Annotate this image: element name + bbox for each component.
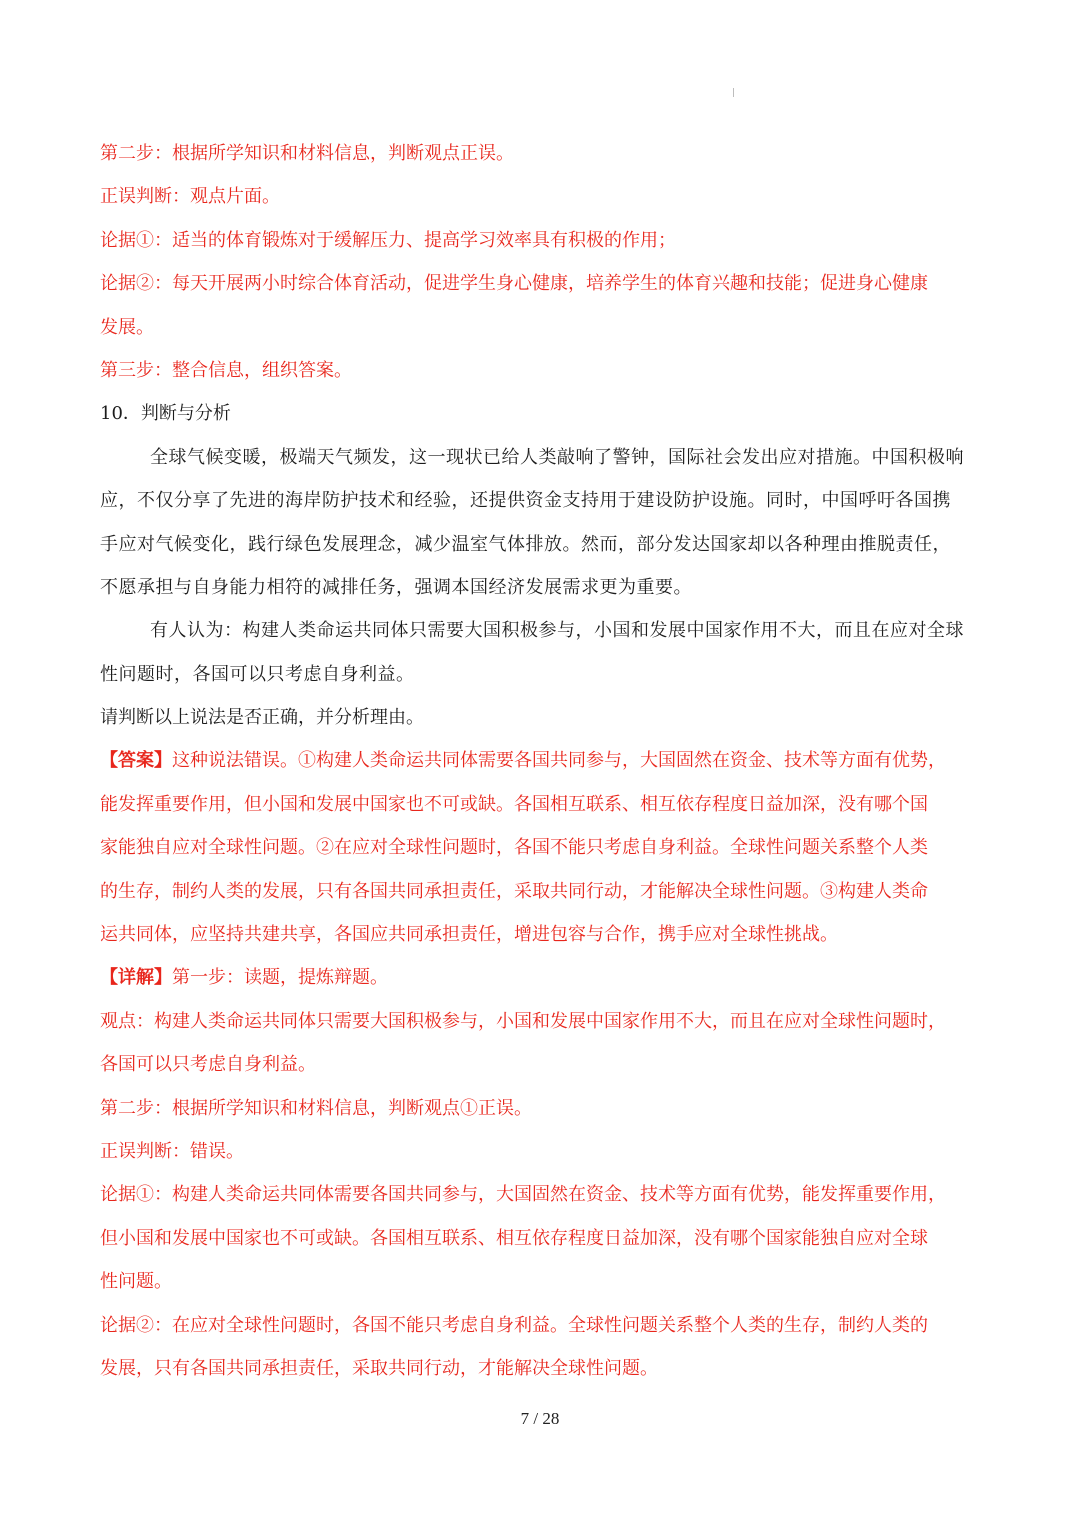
text-line	[100, 956, 985, 999]
text-line	[100, 913, 985, 956]
line-text: 应，不仅分享了先进的海岸防护技术和经验，还提供资金支持用于建设防护设施。同时，中国呼吁各国携	[100, 490, 951, 512]
line-text: 能发挥重要作用，但小国和发展中国家也不可或缺。各国相互联系、相互依存程度日益加深，没有哪个国	[100, 793, 928, 815]
section-tag: 【答案】	[100, 750, 172, 772]
line-text: 全球气候变暖，极端天气频发，这一现状已给人类敲响了警钟，国际社会发出应对措施。中国积极响	[150, 446, 964, 468]
text-line	[100, 306, 985, 349]
text-line	[100, 1000, 985, 1043]
text-line	[100, 826, 985, 869]
text-line	[100, 1347, 985, 1390]
text-line	[100, 1304, 985, 1347]
line-text: 运共同体，应坚持共建共享，各国应共同承担责任，增进包容与合作，携手应对全球性挑战。	[100, 924, 838, 946]
text-line	[100, 1130, 985, 1173]
text-line	[100, 262, 985, 305]
text-line	[100, 1217, 985, 1260]
line-text: 但小国和发展中国家也不可或缺。各国相互联系、相互依存程度日益加深，没有哪个国家能独自应对全球	[100, 1227, 928, 1249]
line-text: 第二步：根据所学知识和材料信息，判断观点正误。	[100, 143, 514, 164]
text-line	[100, 479, 985, 522]
text-line	[100, 132, 985, 175]
line-text: 发展，只有各国共同承担责任，采取共同行动，才能解决全球性问题。	[100, 1357, 658, 1379]
line-text: 论据①：适当的体育锻炼对于缓解压力、提高学习效率具有积极的作用；	[100, 229, 676, 251]
text-line	[100, 392, 985, 435]
line-text: 第二步：根据所学知识和材料信息，判断观点①正误。	[100, 1097, 532, 1119]
line-text: 性问题时，各国可以只考虑自身利益。	[100, 663, 415, 685]
line-text: 这种说法错误。①构建人类命运共同体需要各国共同参与，大国固然在资金、技术等方面有优势，	[172, 750, 946, 772]
line-text: 第一步：读题，提炼辩题。	[172, 967, 388, 989]
text-line	[100, 175, 985, 218]
page-content	[100, 132, 985, 1390]
line-text: 性问题。	[100, 1271, 172, 1293]
text-line	[100, 219, 985, 262]
line-text: 有人认为：构建人类命运共同体只需要大国积极参与，小国和发展中国家作用不大，而且在应对全球	[150, 620, 964, 642]
line-text: 第三步：整合信息，组织答案。	[100, 359, 352, 381]
text-line	[100, 349, 985, 392]
line-text: 论据②：每天开展两小时综合体育活动，促进学生身心健康，培养学生的体育兴趣和技能；促进身心健康	[100, 273, 928, 295]
line-text: 的生存，制约人类的发展，只有各国共同承担责任，采取共同行动，才能解决全球性问题。③构建人类命	[100, 880, 928, 902]
line-text: 请判断以上说法是否正确，并分析理由。	[100, 707, 424, 729]
line-text: 手应对气候变化，践行绿色发展理念，减少温室气体排放。然而，部分发达国家却以各种理由推脱责任，	[100, 533, 951, 555]
text-line	[100, 783, 985, 826]
line-text: 论据①：构建人类命运共同体需要各国共同参与，大国固然在资金、技术等方面有优势，能发挥重要作用，	[100, 1184, 946, 1206]
text-line	[100, 523, 985, 566]
line-text: 观点：构建人类命运共同体只需要大国积极参与，小国和发展中国家作用不大，而且在应对全球性问题时，	[100, 1010, 946, 1032]
line-text: 正误判断：观点片面。	[100, 186, 280, 208]
line-text: 正误判断：错误。	[100, 1140, 244, 1162]
page-number: 7 / 28	[520, 1409, 560, 1428]
text-line	[100, 1043, 985, 1086]
line-text: 论据②：在应对全球性问题时，各国不能只考虑自身利益。全球性问题关系整个人类的生存，制约人类的	[100, 1314, 928, 1336]
line-text: 发展。	[100, 316, 154, 338]
line-text: 各国可以只考虑自身利益。	[100, 1054, 316, 1076]
text-line	[100, 1260, 985, 1303]
line-text: 10．判断与分析	[100, 403, 231, 425]
header-mark	[733, 88, 734, 97]
section-tag: 【详解】	[100, 967, 172, 989]
text-line	[100, 696, 985, 739]
text-line	[100, 1173, 985, 1216]
line-text: 不愿承担与自身能力相符的减排任务，强调本国经济发展需求更为重要。	[100, 576, 692, 598]
text-line	[100, 870, 985, 913]
line-text: 家能独自应对全球性问题。②在应对全球性问题时，各国不能只考虑自身利益。全球性问题关系整个人类	[100, 837, 928, 859]
text-line	[100, 1087, 985, 1130]
text-line	[100, 653, 985, 696]
text-line	[100, 609, 985, 652]
text-line	[100, 739, 985, 782]
text-line	[100, 566, 985, 609]
text-line	[100, 436, 985, 479]
